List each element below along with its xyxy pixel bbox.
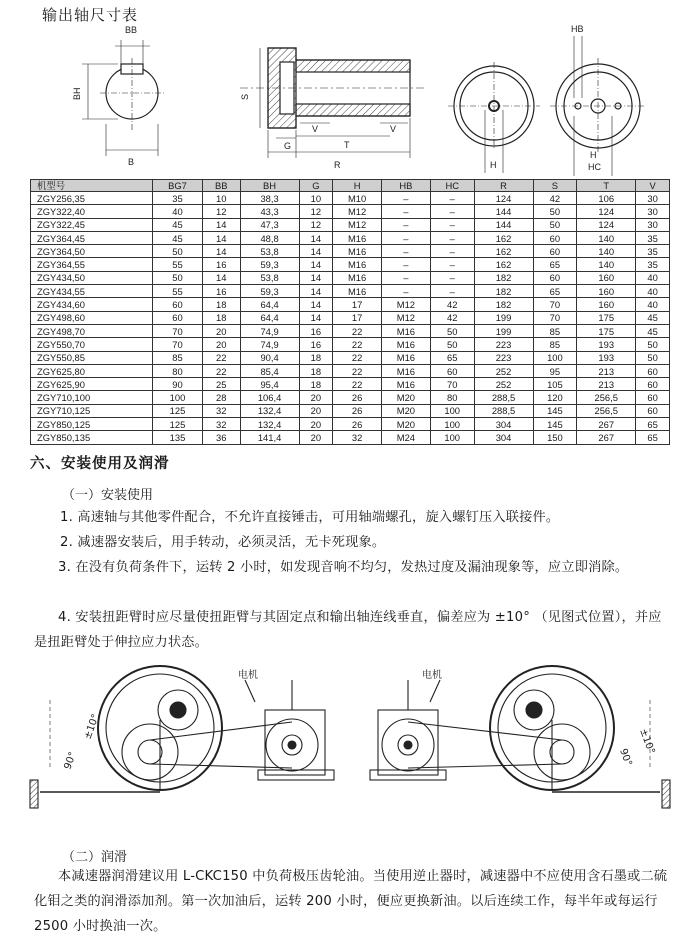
label-v-right: V [390, 124, 397, 134]
table-cell: ZGY364,50 [31, 245, 153, 258]
table-cell: 14 [299, 298, 333, 311]
table-cell: 50 [430, 324, 474, 337]
table-cell: ZGY850,135 [31, 431, 153, 444]
table-row [31, 431, 670, 444]
table-cell: ZGY625,80 [31, 364, 153, 377]
table-cell: 26 [333, 391, 382, 404]
table-cell: 50 [153, 245, 203, 258]
column-header: V [636, 180, 670, 192]
table-cell: ZGY550,85 [31, 351, 153, 364]
table-cell: 70 [153, 338, 203, 351]
label-bh: BH [72, 87, 82, 100]
column-header: R [474, 180, 533, 192]
table-cell: 160 [577, 298, 636, 311]
table-cell: 26 [333, 404, 382, 417]
table-row [31, 285, 670, 298]
table-cell: 95 [533, 364, 577, 377]
table-cell: ZGY434,60 [31, 298, 153, 311]
table-cell: 144 [474, 205, 533, 218]
table-cell: 85 [533, 338, 577, 351]
table-row [31, 391, 670, 404]
table-cell: 12 [202, 205, 240, 218]
table-cell: M20 [382, 418, 431, 431]
table-cell: 60 [533, 231, 577, 244]
table-cell: 55 [153, 258, 203, 271]
table-cell: 16 [202, 258, 240, 271]
table-row [31, 364, 670, 377]
table-cell: – [430, 192, 474, 205]
table-cell: 18 [299, 364, 333, 377]
table-cell: 65 [636, 418, 670, 431]
shaft-face-view-2 [550, 36, 646, 176]
table-cell: 160 [577, 271, 636, 284]
table-cell: M16 [382, 364, 431, 377]
table-cell: 60 [533, 245, 577, 258]
table-cell: 55 [153, 285, 203, 298]
table-cell: 53,8 [240, 245, 299, 258]
table-cell: 256,5 [577, 404, 636, 417]
column-header: BH [240, 180, 299, 192]
table-row [31, 258, 670, 271]
label-hb: HB [571, 24, 584, 34]
right-reducer-assembly [370, 666, 670, 808]
table-cell: 45 [153, 218, 203, 231]
shaft-drawings [0, 18, 700, 178]
table-cell: 50 [636, 351, 670, 364]
shaft-face-view-1 [448, 62, 540, 173]
table-cell: 193 [577, 351, 636, 364]
table-cell: M20 [382, 404, 431, 417]
table-cell: – [430, 205, 474, 218]
table-cell: M16 [333, 245, 382, 258]
label-bb: BB [125, 25, 138, 35]
table-cell: – [430, 218, 474, 231]
table-cell: 60 [430, 364, 474, 377]
table-cell: 32 [333, 431, 382, 444]
table-cell: 36 [202, 431, 240, 444]
table-cell: 124 [577, 205, 636, 218]
table-cell: M12 [382, 298, 431, 311]
table-cell: 162 [474, 245, 533, 258]
column-header: 机型号 [31, 180, 153, 192]
table-cell: 35 [636, 258, 670, 271]
subheading-install-use: （一）安装使用 [62, 488, 154, 503]
table-cell: 182 [474, 271, 533, 284]
table-cell: 18 [202, 311, 240, 324]
table-cell: 74,9 [240, 324, 299, 337]
table-cell: 22 [333, 364, 382, 377]
table-cell: 199 [474, 324, 533, 337]
table-cell: 304 [474, 431, 533, 444]
table-row [31, 324, 670, 337]
table-cell: M12 [333, 218, 382, 231]
table-cell: ZGY434,50 [31, 271, 153, 284]
column-header: G [299, 180, 333, 192]
table-cell: 14 [299, 245, 333, 258]
table-cell: 175 [577, 324, 636, 337]
table-cell: M12 [333, 205, 382, 218]
table-cell: 35 [636, 245, 670, 258]
table-cell: 20 [299, 431, 333, 444]
label-hc: HC [588, 162, 601, 172]
table-cell: 59,3 [240, 285, 299, 298]
table-cell: 18 [202, 298, 240, 311]
table-cell: ZGY498,70 [31, 324, 153, 337]
page-title: 输出轴尺寸表 [42, 6, 139, 24]
table-header-row [31, 180, 670, 192]
table-cell: 100 [533, 351, 577, 364]
column-header: BB [202, 180, 240, 192]
table-cell: 20 [202, 338, 240, 351]
table-cell: 223 [474, 338, 533, 351]
table-cell: 288,5 [474, 391, 533, 404]
table-cell: 223 [474, 351, 533, 364]
table-cell: 22 [333, 324, 382, 337]
table-cell: 35 [153, 192, 203, 205]
table-cell: ZGY850,125 [31, 418, 153, 431]
table-cell: 14 [299, 271, 333, 284]
table-cell: 182 [474, 285, 533, 298]
table-cell: 106,4 [240, 391, 299, 404]
table-cell: 40 [636, 285, 670, 298]
tolerance-label-left: ±10° [82, 712, 102, 742]
table-cell: 132,4 [240, 418, 299, 431]
table-cell: 60 [636, 391, 670, 404]
table-row [31, 351, 670, 364]
table-cell: 85 [153, 351, 203, 364]
table-cell: 16 [202, 285, 240, 298]
label-g: G [284, 141, 292, 151]
table-cell: 10 [202, 192, 240, 205]
angle-label-right: 90° [617, 747, 634, 768]
label-b: B [128, 157, 135, 167]
table-cell: 85,4 [240, 364, 299, 377]
table-row [31, 231, 670, 244]
table-cell: 106 [577, 192, 636, 205]
table-cell: M16 [333, 258, 382, 271]
table-cell: – [382, 218, 431, 231]
table-cell: 30 [636, 192, 670, 205]
table-row [31, 404, 670, 417]
table-row [31, 311, 670, 324]
table-cell: 70 [533, 298, 577, 311]
table-cell: M16 [382, 324, 431, 337]
table-cell: 25 [202, 378, 240, 391]
table-cell: 120 [533, 391, 577, 404]
table-cell: 32 [202, 404, 240, 417]
table-cell: ZGY364,55 [31, 258, 153, 271]
table-cell: 50 [430, 338, 474, 351]
motor-label-left: 电机 [238, 670, 258, 681]
table-cell: 45 [636, 324, 670, 337]
table-cell: 50 [533, 218, 577, 231]
table-cell: ZGY322,45 [31, 218, 153, 231]
table-cell: 42 [430, 298, 474, 311]
table-cell: 267 [577, 431, 636, 444]
table-cell: ZGY625,90 [31, 378, 153, 391]
paragraph-4: 4. 安装扭距臂时应尽量使扭距臂与其固定点和输出轴连线垂直，偏差应为 ±10° （见图式位置），并应是扭距臂处于伸拉应力状态。 [34, 610, 662, 650]
table-cell: 22 [333, 351, 382, 364]
table-cell: 20 [202, 324, 240, 337]
table-cell: 85 [533, 324, 577, 337]
table-cell: 48,8 [240, 231, 299, 244]
shaft-section-view [240, 48, 425, 158]
table-cell: 53,8 [240, 271, 299, 284]
label-h-2: H [590, 150, 597, 160]
table-cell: 95,4 [240, 378, 299, 391]
table-cell: 30 [636, 205, 670, 218]
table-cell: 80 [430, 391, 474, 404]
table-cell: 14 [202, 271, 240, 284]
table-cell: 70 [430, 378, 474, 391]
table-cell: 70 [533, 311, 577, 324]
left-reducer-assembly [30, 666, 334, 808]
table-cell: – [430, 285, 474, 298]
table-row [31, 338, 670, 351]
table-cell: – [382, 285, 431, 298]
table-cell: 14 [299, 258, 333, 271]
table-cell: 22 [333, 338, 382, 351]
table-cell: – [382, 192, 431, 205]
table-cell: 162 [474, 258, 533, 271]
subheading-lubrication: （二）润滑 [62, 850, 128, 865]
column-header: H [333, 180, 382, 192]
table-cell: 47,3 [240, 218, 299, 231]
table-cell: 16 [299, 324, 333, 337]
table-cell: 145 [533, 404, 577, 417]
table-cell: ZGY710,125 [31, 404, 153, 417]
table-cell: 256,5 [577, 391, 636, 404]
table-cell: 141,4 [240, 431, 299, 444]
column-header: T [577, 180, 636, 192]
table-cell: 50 [153, 271, 203, 284]
table-cell: 252 [474, 378, 533, 391]
table-cell: 20 [299, 391, 333, 404]
table-cell: 175 [577, 311, 636, 324]
table-cell: 199 [474, 311, 533, 324]
table-cell: 140 [577, 231, 636, 244]
table-cell: 60 [153, 298, 203, 311]
table-cell: 213 [577, 364, 636, 377]
table-cell: 124 [577, 218, 636, 231]
table-cell: – [430, 258, 474, 271]
table-cell: M16 [382, 378, 431, 391]
angle-label-left: 90° [62, 750, 79, 772]
table-cell: M24 [382, 431, 431, 444]
table-cell: ZGY550,70 [31, 338, 153, 351]
table-row [31, 205, 670, 218]
table-cell: – [382, 205, 431, 218]
table-cell: – [382, 245, 431, 258]
table-cell: 90,4 [240, 351, 299, 364]
table-cell: 14 [202, 231, 240, 244]
label-r: R [334, 160, 341, 170]
table-cell: 100 [430, 418, 474, 431]
table-cell: – [430, 271, 474, 284]
paragraph-3: 3. 在没有负荷条件下，运转 2 小时，如发现音响不均匀，发热过度及漏油现象等，应立即消除。 [58, 560, 629, 575]
table-cell: – [382, 231, 431, 244]
motor-label-right: 电机 [422, 670, 442, 681]
table-cell: M16 [333, 231, 382, 244]
table-cell: 304 [474, 418, 533, 431]
shaft-end-view [82, 40, 165, 156]
table-cell: 125 [153, 418, 203, 431]
table-cell: 70 [153, 324, 203, 337]
table-cell: 20 [299, 404, 333, 417]
table-cell: 14 [202, 245, 240, 258]
column-header: BG7 [153, 180, 203, 192]
table-cell: 17 [333, 311, 382, 324]
table-cell: ZGY710,100 [31, 391, 153, 404]
table-cell: 162 [474, 231, 533, 244]
label-t: T [344, 140, 350, 150]
table-cell: 65 [533, 258, 577, 271]
table-cell: 50 [636, 338, 670, 351]
table-cell: 50 [533, 205, 577, 218]
column-header: HB [382, 180, 431, 192]
table-cell: 60 [533, 271, 577, 284]
table-cell: 45 [636, 311, 670, 324]
table-cell: 60 [636, 378, 670, 391]
table-cell: M16 [382, 338, 431, 351]
table-cell: 16 [299, 338, 333, 351]
table-cell: – [430, 245, 474, 258]
table-cell: 10 [299, 192, 333, 205]
table-cell: M20 [382, 391, 431, 404]
table-cell: 105 [533, 378, 577, 391]
table-cell: 65 [430, 351, 474, 364]
table-cell: 252 [474, 364, 533, 377]
table-cell: 100 [153, 391, 203, 404]
table-cell: 90 [153, 378, 203, 391]
table-cell: ZGY434,55 [31, 285, 153, 298]
table-cell: 22 [202, 364, 240, 377]
table-cell: M16 [333, 285, 382, 298]
table-cell: 267 [577, 418, 636, 431]
table-row [31, 298, 670, 311]
table-cell: 20 [299, 418, 333, 431]
table-cell: 124 [474, 192, 533, 205]
torque-arm-installation-figure [0, 660, 700, 840]
table-cell: 42 [533, 192, 577, 205]
table-cell: 132,4 [240, 404, 299, 417]
table-cell: 18 [299, 351, 333, 364]
table-cell: 42 [430, 311, 474, 324]
column-header: HC [430, 180, 474, 192]
table-cell: M16 [333, 271, 382, 284]
table-cell: – [430, 231, 474, 244]
table-cell: 14 [202, 218, 240, 231]
table-cell: ZGY256,35 [31, 192, 153, 205]
table-cell: 59,3 [240, 258, 299, 271]
table-cell: 12 [299, 218, 333, 231]
table-cell: M10 [333, 192, 382, 205]
table-cell: 12 [299, 205, 333, 218]
table-cell: 40 [153, 205, 203, 218]
paragraph-1: 1. 高速轴与其他零件配合，不允许直接锤击，可用轴端螺孔，旋入螺钉压入联接件。 [60, 510, 560, 525]
table-cell: – [382, 258, 431, 271]
table-cell: 213 [577, 378, 636, 391]
table-cell: 60 [153, 311, 203, 324]
table-cell: ZGY364,45 [31, 231, 153, 244]
table-cell: 60 [636, 364, 670, 377]
table-row [31, 192, 670, 205]
table-cell: ZGY498,60 [31, 311, 153, 324]
table-cell: 193 [577, 338, 636, 351]
table-cell: 125 [153, 404, 203, 417]
table-cell: 30 [636, 218, 670, 231]
table-cell: 140 [577, 258, 636, 271]
table-cell: 160 [577, 285, 636, 298]
table-cell: 43,3 [240, 205, 299, 218]
table-cell: 22 [202, 351, 240, 364]
table-row [31, 378, 670, 391]
label-v-left: V [312, 124, 319, 134]
table-row [31, 245, 670, 258]
table-cell: 145 [533, 418, 577, 431]
table-cell: 135 [153, 431, 203, 444]
table-row [31, 218, 670, 231]
label-s: S [240, 93, 250, 100]
table-cell: 35 [636, 231, 670, 244]
table-cell: 14 [299, 285, 333, 298]
table-cell: 14 [299, 231, 333, 244]
table-cell: 60 [636, 404, 670, 417]
paragraph-2: 2. 减速器安装后，用手转动，必须灵活，无卡死现象。 [60, 535, 386, 550]
table-cell: 40 [636, 271, 670, 284]
table-cell: 40 [636, 298, 670, 311]
paragraph-lubrication: 本减速器润滑建议用 L-CKC150 中负荷极压齿轮油。当使用逆止器时，减速器中不应使用含石墨或二硫化钼之类的润滑添加剂。第一次加油后，运转 200 小时，便应更换新油。以后连续工作，每半年或每运行 2500 小时换油一次。 [34, 869, 668, 934]
tolerance-label-right: ±10° [637, 727, 657, 756]
table-cell: 22 [333, 378, 382, 391]
table-cell: 32 [202, 418, 240, 431]
table-cell: 64,4 [240, 311, 299, 324]
table-cell: 74,9 [240, 338, 299, 351]
table-cell: – [382, 271, 431, 284]
table-cell: M16 [382, 351, 431, 364]
table-cell: 288,5 [474, 404, 533, 417]
table-cell: 38,3 [240, 192, 299, 205]
table-cell: 28 [202, 391, 240, 404]
table-cell: 100 [430, 431, 474, 444]
label-h-1: H [490, 160, 497, 170]
table-cell: 150 [533, 431, 577, 444]
table-cell: 65 [533, 285, 577, 298]
table-cell: 80 [153, 364, 203, 377]
output-shaft-dimension-table [30, 179, 670, 445]
table-cell: 100 [430, 404, 474, 417]
table-row [31, 418, 670, 431]
table-cell: 14 [299, 311, 333, 324]
section-heading-install: 六、安装使用及润滑 [30, 456, 170, 472]
table-cell: 182 [474, 298, 533, 311]
table-cell: 26 [333, 418, 382, 431]
table-cell: 144 [474, 218, 533, 231]
column-header: S [533, 180, 577, 192]
table-cell: 140 [577, 245, 636, 258]
table-cell: 18 [299, 378, 333, 391]
table-cell: 64,4 [240, 298, 299, 311]
table-cell: 65 [636, 431, 670, 444]
table-cell: 17 [333, 298, 382, 311]
table-row [31, 271, 670, 284]
table-cell: 45 [153, 231, 203, 244]
table-body [31, 192, 670, 445]
table-cell: M12 [382, 311, 431, 324]
table-cell: ZGY322,40 [31, 205, 153, 218]
